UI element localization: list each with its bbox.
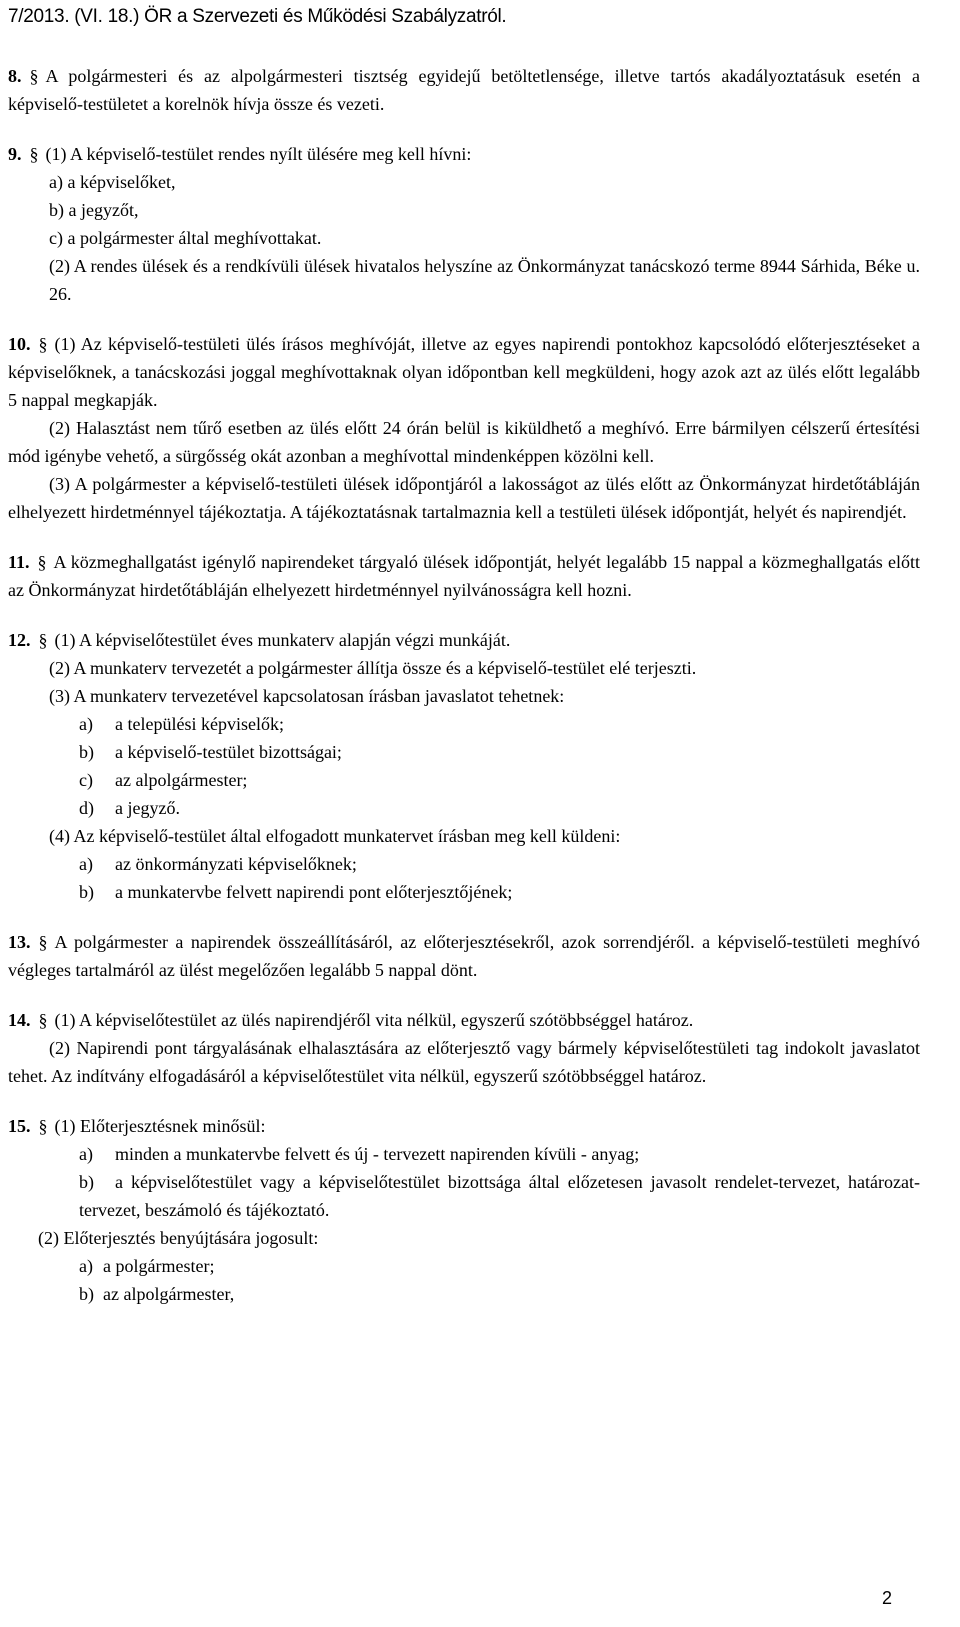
page-number: 2: [881, 1588, 892, 1608]
section-10-para-1: 10. § (1) Az képviselő-testületi ülés írásos meghívóját, illetve az egyes napirendi pontokhoz kapcsolódó előterjesztéseket a képviselőknek, a tanácskozási joggal meghívottaknak olyan időpontban kell megküldeni, hogy azok azt az ülés előtt legalább 5 nappal megkapják.: [8, 334, 920, 410]
section-number: 11.: [8, 552, 30, 572]
section-8: [8, 62, 920, 118]
section-number: 8.: [8, 66, 22, 86]
list-item: a) a polgármester;: [79, 1256, 215, 1276]
paragraph-sign: §: [37, 552, 47, 572]
section-12-para-2: (2) A munkaterv tervezetét a polgármester állítja össze és a képviselő-testület elé terjeszti.: [49, 658, 697, 678]
list-item: b) a képviselő-testület bizottságai;: [79, 742, 342, 762]
section-number: 15.: [8, 1116, 31, 1136]
section-11: [8, 548, 920, 604]
section-15-para-1: 15. § (1) Előterjesztésnek minősül:: [8, 1116, 266, 1136]
section-14-para-1: 14. § (1) A képviselőtestület az ülés napirendjéről vita nélkül, egyszerű szótöbbséggel határoz.: [8, 1010, 694, 1030]
section-11-text: 11. § A közmeghallgatást igénylő napirendeket tárgyaló ülések időpontját, helyét legalább 15 nappal a közmeghallgatás előtt az Önkormányzat hirdetőtábláján elhelyezett hirdetménnyel nyilvánosságra kell hozni.: [8, 552, 920, 600]
list-item: a) a képviselőket,: [49, 172, 176, 192]
section-8-text: 8. § A polgármesteri és az alpolgármesteri tisztség egyidejű betöltetlensége, illetve tartós akadályoztatásuk esetén a képviselő-testületet a korelnök hívja össze és vezeti.: [8, 66, 920, 114]
section-9-para-2: (2) A rendes ülések és a rendkívüli ülések hivatalos helyszíne az Önkormányzat tanácskozó terme 8944 Sárhida, Béke u. 26.: [49, 256, 920, 304]
section-10-para-3: (3) A polgármester a képviselő-testületi ülések időpontjáról a lakosságot az ülés előtt az Önkormányzat hirdetőtábláján elhelyezett hirdetménnyel tájékoztatja. A tájékoztatásnak tartalmaznia kell a testületi ülések időpontját, helyét és napirendjét.: [8, 474, 920, 522]
section-15: [8, 1112, 920, 1308]
section-9-para-1: 9. § (1) A képviselő-testület rendes nyílt ülésére meg kell hívni:: [8, 144, 472, 164]
section-12: [8, 626, 920, 906]
paragraph-sign: §: [38, 630, 48, 650]
section-12-para-4: (4) Az képviselő-testület által elfogadott munkatervet írásban meg kell küldeni:: [49, 826, 621, 846]
section-number: 12.: [8, 630, 31, 650]
paragraph-sign: §: [38, 1010, 48, 1030]
section-number: 10.: [8, 334, 31, 354]
section-10: [8, 330, 920, 526]
section-9: [8, 140, 920, 308]
section-15-para-2: (2) Előterjesztés benyújtására jogosult:: [38, 1228, 319, 1248]
paragraph-sign: §: [29, 144, 39, 164]
paragraph-sign: §: [38, 932, 48, 952]
section-13-text: 13. § A polgármester a napirendek összeállításáról, az előterjesztésekről, azok sorrendjéről. a képviselő-testületi meghívó végleges tartalmáról az ülést megelőzően legalább 5 nappal dönt.: [8, 932, 920, 980]
section-number: 9.: [8, 144, 22, 164]
paragraph-sign: §: [38, 1116, 48, 1136]
section-13: [8, 928, 920, 984]
list-item: c) az alpolgármester;: [79, 770, 248, 790]
list-item: b) a munkatervbe felvett napirendi pont előterjesztőjének;: [79, 882, 513, 902]
list-item: b) a képviselőtestület vagy a képviselőtestület bizottsága által előzetesen javasolt rendelet-tervezet, határozat-tervezet, beszámoló és tájékoztató.: [79, 1172, 920, 1220]
list-item: b) a jegyzőt,: [49, 200, 139, 220]
list-item: d) a jegyző.: [79, 798, 180, 818]
section-12-para-1: 12. § (1) A képviselőtestület éves munkaterv alapján végzi munkáját.: [8, 630, 511, 650]
section-10-para-2: (2) Halasztást nem tűrő esetben az ülés előtt 24 órán belül is kiküldhető a meghívó. Erre bármilyen célszerű értesítési mód igénybe vehető, a sürgősség okát azonban a meghívottal mindenképpen közölni kell.: [8, 418, 920, 466]
section-14-para-2: (2) Napirendi pont tárgyalásának elhalasztására az előterjesztő vagy bármely képviselőtestületi tag indokolt javaslatot tehet. Az indítvány elfogadásáról a képviselőtestület vita nélkül, egyszerű szótöbbséggel határoz.: [8, 1038, 920, 1086]
section-number: 13.: [8, 932, 31, 952]
section-12-para-3: (3) A munkaterv tervezetével kapcsolatosan írásban javaslatot tehetnek:: [49, 686, 565, 706]
paragraph-sign: §: [38, 334, 48, 354]
list-item: b) az alpolgármester,: [79, 1284, 235, 1304]
list-item: c) a polgármester által meghívottakat.: [49, 228, 322, 248]
section-14: [8, 1006, 920, 1090]
page-header: 7/2013. (VI. 18.) ÖR a Szervezeti és Működési Szabályzatról.: [8, 6, 507, 27]
section-number: 14.: [8, 1010, 31, 1030]
list-item: a) a települési képviselők;: [79, 714, 284, 734]
paragraph-sign: §: [29, 66, 39, 86]
document-body: [8, 62, 920, 1330]
list-item: a) minden a munkatervbe felvett és új - tervezett napirenden kívüli - anyag;: [79, 1144, 640, 1164]
list-item: a) az önkormányzati képviselőknek;: [79, 854, 357, 874]
